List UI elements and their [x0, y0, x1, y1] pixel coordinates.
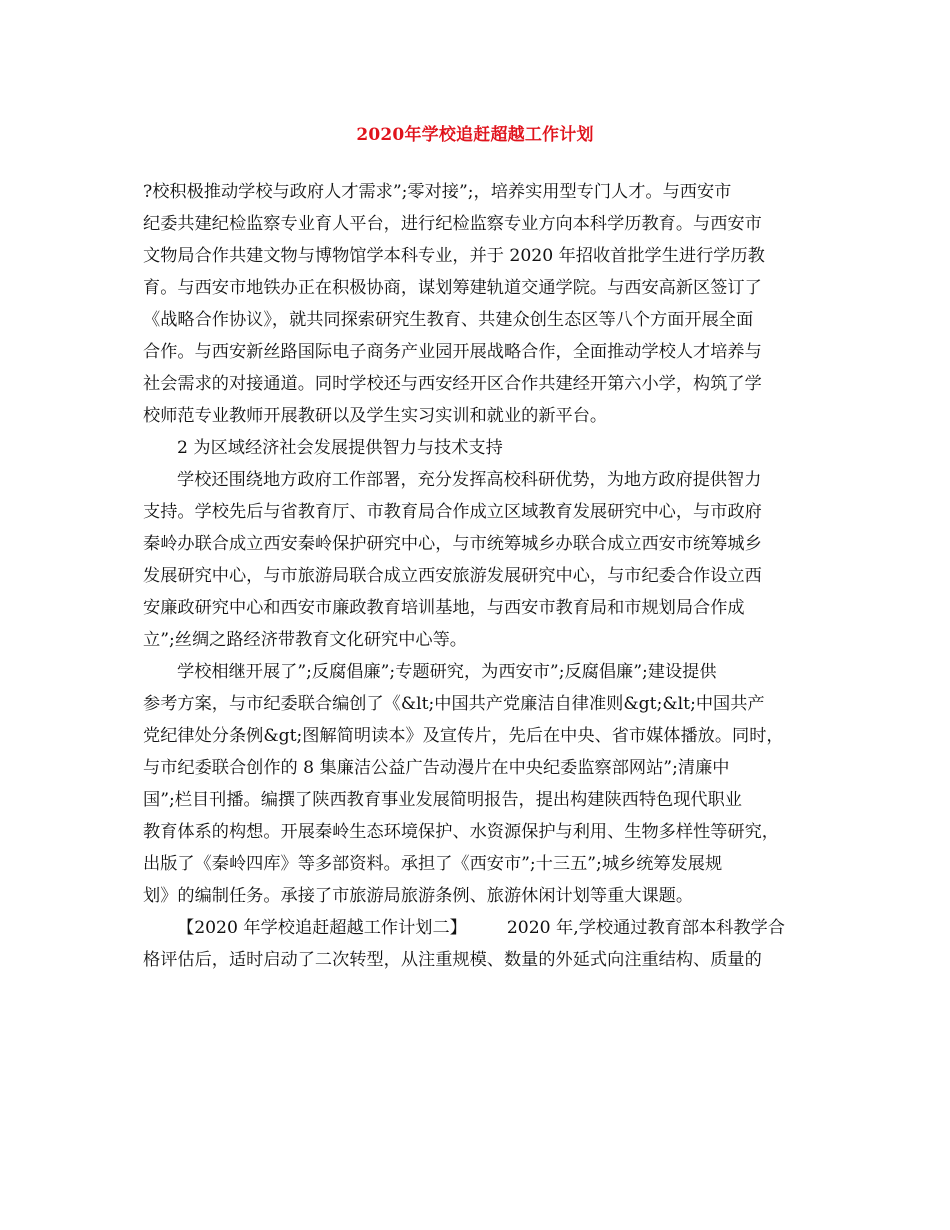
paragraph-2-heading [143, 432, 823, 464]
paragraph-1 [143, 176, 823, 432]
text-line [143, 912, 823, 944]
text-line: ?校积极推动学校与政府人才需求”;零对接”;，培养实用型专门人才。与西安市 [143, 182, 732, 202]
text-line: 育。与西安市地铁办正在积极协商，谋划筹建轨道交通学院。与西安高新区签订了 [143, 278, 762, 298]
text-line: 发展研究中心，与市旅游局联合成立西安旅游发展研究中心，与市纪委合作设立西 [143, 566, 762, 586]
text-line: 立”;丝绸之路经济带教育文化研究中心等。 [143, 630, 467, 650]
text-line: 学校还围绕地方政府工作部署，充分发挥高校科研优势，为地方政府提供智力 [177, 470, 762, 490]
text-line: 出版了《秦岭四库》等多部资料。承担了《西安市”;十三五”;城乡统筹发展规 [143, 854, 723, 874]
document-body [143, 176, 823, 976]
text-line: 社会需求的对接通道。同时学校还与西安经开区合作共建经开第六小学，构筑了学 [143, 374, 762, 394]
text-line: 支持。学校先后与省教育厅、市教育局合作成立区域教育发展研究中心，与市政府 [143, 502, 762, 522]
text-line: 学校相继开展了”;反腐倡廉”;专题研究，为西安市”;反腐倡廉”;建设提供 [177, 662, 717, 682]
text-line: 党纪律处分条例&gt;图解简明读本》及宣传片，先后在中央、省市媒体播放。同时， [143, 726, 784, 746]
paragraph-4 [143, 656, 823, 912]
text-line: 划》的编制任务。承接了市旅游局旅游条例、旅游休闲计划等重大课题。 [143, 886, 694, 906]
text-line: 秦岭办联合成立西安秦岭保护研究中心，与市统筹城乡办联合成立西安市统筹城乡 [143, 534, 762, 554]
section-heading: 2 为区域经济社会发展提供智力与技术支持 [177, 438, 503, 458]
paragraph-5 [143, 912, 823, 976]
text-line: 校师范专业教师开展教研以及学生实习实训和就业的新平台。 [143, 406, 608, 426]
text-line: 参考方案，与市纪委联合编创了《&lt;中国共产党廉洁自律准则&gt;&lt;中国共产 [143, 694, 765, 714]
text-line: 国”;栏目刊播。编撰了陕西教育事业发展简明报告，提出构建陕西特色现代职业 [143, 790, 742, 810]
text-line: 与市纪委联合创作的 8 集廉洁公益广告动漫片在中央纪委监察部网站”;清廉中 [143, 758, 730, 778]
text-run: 2020 年,学校通过教育部本科教学合 [506, 918, 785, 938]
text-line: 文物局合作共建文物与博物馆学本科专业，并于 2020 年招收首批学生进行学历教 [143, 246, 765, 266]
subsection-heading: 【2020 年学校追赶超越工作计划二】 [177, 918, 467, 938]
text-line: 《战略合作协议》，就共同探索研究生教育、共建众创生态区等八个方面开展全面 [143, 310, 754, 330]
text-line: 纪委共建纪检监察专业育人平台，进行纪检监察专业方向本科学历教育。与西安市 [143, 214, 762, 234]
text-line: 格评估后，适时启动了二次转型，从注重规模、数量的外延式向注重结构、质量的 [143, 950, 762, 970]
text-line: 安廉政研究中心和西安市廉政教育培训基地，与西安市教育局和市规划局合作成 [143, 598, 745, 618]
document-title: 2020年学校追赶超越工作计划 [356, 125, 594, 145]
text-line: 教育体系的构想。开展秦岭生态环境保护、水资源保护与利用、生物多样性等研究， [143, 822, 779, 842]
paragraph-3 [143, 464, 823, 656]
text-line: 合作。与西安新丝路国际电子商务产业园开展战略合作，全面推动学校人才培养与 [143, 342, 762, 362]
